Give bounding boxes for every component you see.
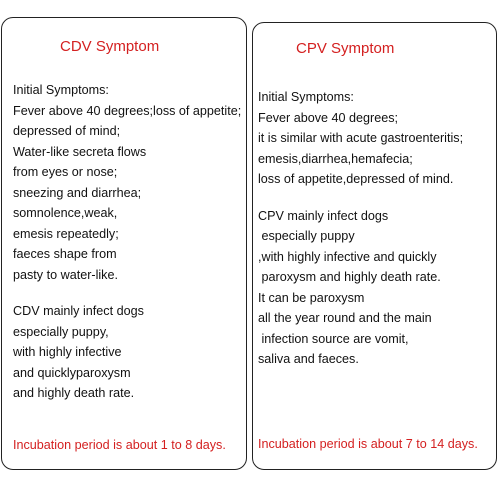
cpv-info-line: saliva and faeces.	[258, 352, 359, 366]
cpv-symptom-line: it is similar with acute gastroenteritis;	[258, 131, 464, 145]
cdv-info-line: with highly infective	[13, 345, 122, 359]
cpv-info-line: It can be paroxysm	[258, 290, 365, 305]
cdv-symptom-line: sneezing and diarrhea;	[13, 185, 142, 200]
cdv-symptom-line: depressed of mind;	[13, 124, 121, 138]
cdv-symptom-line: faeces shape from	[13, 247, 117, 261]
cpv-symptom-card	[252, 22, 497, 470]
cdv-card-title: CDV Symptom	[60, 38, 160, 55]
cdv-symptom-card	[1, 17, 247, 470]
cpv-info-line: all the year round and the main	[258, 311, 432, 325]
cpv-info-line: paroxysm and highly death rate.	[258, 270, 441, 284]
cpv-info-line: CPV mainly infect dogs	[258, 208, 389, 223]
cdv-symptom-line: pasty to water-like.	[13, 267, 118, 282]
cdv-initial-symptoms-heading: Initial Symptoms:	[13, 83, 109, 97]
paragraph-gap	[13, 285, 241, 301]
cdv-info-line: and highly death rate.	[13, 386, 135, 400]
cdv-info-line: CDV mainly infect dogs	[13, 304, 144, 318]
cpv-info-line: especially puppy	[258, 229, 355, 243]
cdv-info-line: especially puppy,	[13, 324, 109, 339]
cpv-incubation-period: Incubation period is about 7 to 14 days.	[258, 437, 478, 451]
cdv-symptom-line: emesis repeatedly;	[13, 226, 119, 241]
cpv-info-line: infection source are vomit,	[258, 331, 409, 346]
cpv-symptom-line: Fever above 40 degrees;	[258, 110, 399, 125]
cdv-symptom-line: somnolence,weak,	[13, 206, 118, 220]
cdv-symptom-line: Water-like secreta flows	[13, 144, 147, 159]
paragraph-gap	[258, 190, 463, 206]
cpv-info-line: ,with highly infective and quickly	[258, 249, 437, 264]
cdv-symptom-line: Fever above 40 degrees;loss of appetite;	[13, 103, 242, 118]
cdv-info-line: and quicklyparoxysm	[13, 365, 131, 380]
cpv-symptom-line: loss of appetite,depressed of mind.	[258, 172, 454, 186]
cpv-card-title: CPV Symptom	[296, 40, 395, 57]
cpv-initial-symptoms-heading: Initial Symptoms:	[258, 90, 354, 104]
cdv-incubation-period: Incubation period is about 1 to 8 days.	[13, 438, 226, 452]
cpv-symptom-line: emesis,diarrhea,hemafecia;	[258, 151, 413, 166]
cdv-card-body	[13, 80, 241, 404]
cpv-card-body	[258, 87, 463, 370]
cdv-symptom-line: from eyes or nose;	[13, 165, 118, 179]
